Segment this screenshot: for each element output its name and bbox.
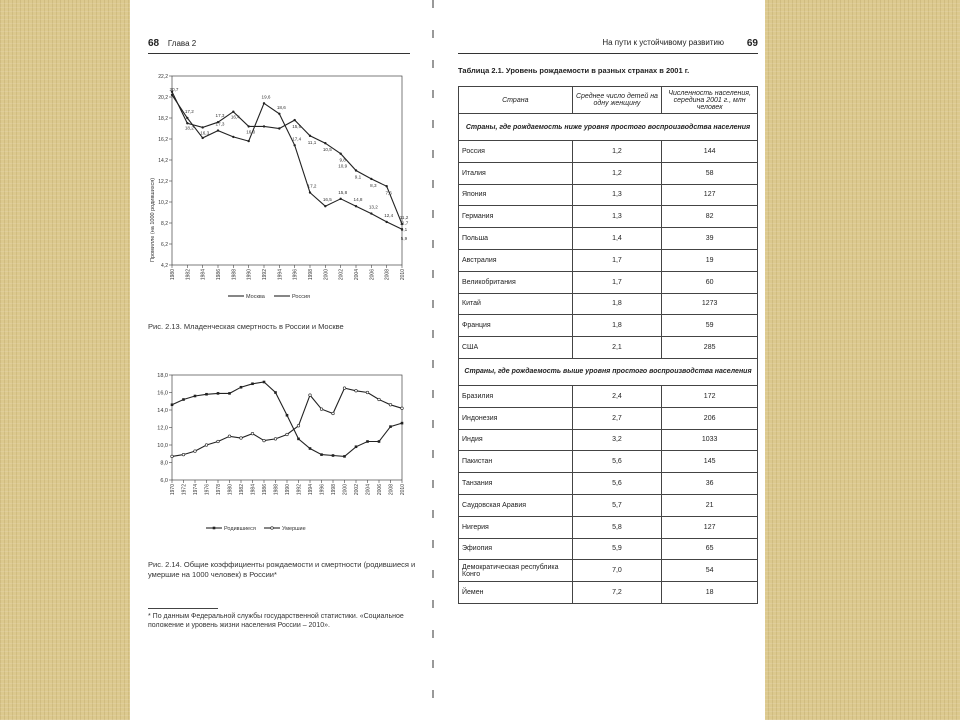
infant-mortality-chart (144, 70, 414, 310)
x-tick-label: 2006 (377, 484, 383, 496)
fig2-caption: Рис. 2.14. Общие коэффициенты рождаемости и смертности (родившиеся и умершие на 1000 человек) в России* (148, 560, 416, 579)
data-label: 17,2 (307, 183, 317, 189)
table-row (459, 141, 758, 163)
data-point (385, 221, 387, 223)
x-tick-label: 1970 (170, 484, 176, 496)
group-heading: Страны, где рождаемость ниже уровня простого воспроизводства населения (459, 114, 758, 141)
population-cell: 59 (662, 315, 758, 337)
data-point-births (378, 440, 381, 443)
data-point (263, 102, 265, 104)
fertility-table (458, 86, 758, 604)
data-point-deaths (286, 433, 289, 436)
y-tick-label: 10,0 (157, 443, 168, 449)
x-tick-label: 1994 (277, 269, 284, 281)
x-tick-label: 1974 (193, 484, 199, 496)
data-point-births (274, 391, 277, 394)
x-tick-label: 1992 (296, 484, 303, 496)
y-tick-label: 12,2 (158, 179, 168, 185)
population-cell: 127 (662, 184, 758, 206)
table-row (459, 494, 758, 516)
legend-marker-deaths (271, 527, 274, 530)
population-cell: 1273 (662, 293, 758, 315)
data-point-births (286, 414, 289, 417)
data-point (186, 122, 188, 124)
group-below-replacement (459, 114, 758, 141)
series-line-moscow (172, 95, 402, 229)
x-tick-label: 2002 (338, 269, 345, 281)
birth-death-chart (144, 370, 414, 545)
data-point-births (332, 454, 335, 457)
table-row (459, 228, 758, 250)
data-label: 18,2 (184, 125, 194, 131)
population-cell: 172 (662, 385, 758, 407)
legend-marker-births (213, 527, 216, 530)
plot-frame (172, 375, 402, 480)
population-cell: 82 (662, 206, 758, 228)
x-tick-label: 2004 (354, 269, 360, 281)
x-tick-label: 1990 (246, 269, 253, 281)
y-tick-label: 20,2 (158, 95, 168, 101)
population-cell: 145 (662, 451, 758, 473)
x-tick-label: 1988 (273, 484, 280, 496)
data-point-births (297, 438, 300, 441)
chapter-title: Глава 2 (167, 39, 197, 48)
data-label: 20,7 (169, 86, 179, 92)
book-gutter (432, 0, 434, 720)
table-row (459, 582, 758, 604)
data-point-deaths (217, 440, 220, 443)
x-tick-label: 2006 (369, 269, 376, 281)
data-point (309, 191, 311, 193)
footnote-rule (148, 608, 218, 609)
data-point-deaths (274, 438, 277, 441)
y-tick-label: 10,2 (158, 200, 168, 206)
data-point-deaths (297, 424, 300, 427)
y-tick-label: 8,0 (160, 460, 168, 467)
x-tick-label: 2010 (400, 484, 406, 496)
children-cell: 5,8 (572, 516, 662, 538)
population-cell: 1033 (662, 429, 758, 451)
table-header-row (459, 87, 758, 114)
y-tick-label: 14,2 (158, 158, 168, 164)
data-point (324, 205, 326, 207)
data-point-births (401, 422, 404, 425)
data-point (247, 125, 249, 127)
country-cell: Йемен (459, 582, 573, 604)
page-number-right: 69 (746, 38, 758, 49)
x-tick-label: 1986 (262, 484, 268, 496)
data-label: 13,2 (368, 204, 378, 210)
x-tick-label: 2008 (388, 484, 395, 496)
country-cell: Индия (459, 429, 573, 451)
data-point-births (320, 453, 323, 456)
population-cell: 39 (662, 228, 758, 250)
country-cell: Пакистан (459, 451, 573, 473)
x-tick-label: 2000 (323, 269, 330, 281)
data-point-births (217, 392, 220, 395)
data-label: 8,1 (400, 227, 408, 233)
data-point-births (355, 445, 358, 448)
data-label: 16,3 (200, 130, 210, 136)
y-tick-label: 4,2 (161, 263, 168, 269)
data-point-births (228, 392, 231, 395)
data-label: 8,3 (370, 182, 377, 188)
data-point (355, 205, 357, 207)
x-tick-label: 1984 (200, 269, 207, 281)
x-tick-label: 1996 (292, 269, 299, 281)
data-point (201, 126, 203, 128)
table-row (459, 429, 758, 451)
x-tick-label: 1984 (250, 484, 257, 496)
x-tick-label: 1980 (227, 484, 234, 496)
data-point-deaths (355, 389, 358, 392)
data-point-births (240, 386, 243, 389)
data-label: 10,9 (338, 163, 348, 169)
children-cell: 2,7 (572, 407, 662, 429)
right-page (458, 0, 758, 720)
y-tick-label: 8,2 (161, 221, 168, 227)
country-cell: Китай (459, 293, 573, 315)
y-tick-label: 12,0 (157, 425, 168, 432)
data-point (278, 127, 280, 129)
data-point-births (366, 440, 369, 443)
data-point-births (343, 455, 346, 458)
y-tick-label: 14,0 (157, 408, 168, 414)
x-tick-label: 1972 (181, 484, 188, 496)
data-label: 12,4 (384, 212, 394, 218)
data-point (186, 117, 188, 119)
data-label: 15,8 (338, 189, 348, 195)
children-cell: 1,8 (572, 315, 662, 337)
data-label: 18,6 (276, 104, 286, 110)
table-row (459, 473, 758, 495)
country-cell: Италия (459, 162, 573, 184)
legend-label-russia: Россия (292, 294, 311, 300)
data-label: 19,6 (261, 94, 271, 100)
children-cell: 1,7 (572, 271, 662, 293)
children-cell: 7,0 (572, 560, 662, 582)
data-point (263, 125, 265, 127)
data-point-births (171, 403, 174, 406)
left-page (130, 0, 430, 720)
data-point-births (309, 447, 312, 450)
population-cell: 58 (662, 162, 758, 184)
data-point-deaths (401, 407, 404, 410)
data-point-births (263, 381, 266, 384)
data-point (324, 142, 326, 144)
population-cell: 54 (662, 560, 758, 582)
data-point-deaths (171, 455, 174, 458)
data-point-deaths (309, 394, 312, 397)
data-point-deaths (194, 450, 197, 453)
children-cell: 5,6 (572, 451, 662, 473)
x-tick-label: 1980 (170, 269, 176, 281)
data-label: 16,4 (230, 114, 240, 120)
children-cell: 5,6 (572, 473, 662, 495)
children-cell: 1,3 (572, 184, 662, 206)
children-cell: 1,3 (572, 206, 662, 228)
data-point-births (389, 425, 392, 428)
table-row (459, 407, 758, 429)
data-label: 11,1 (307, 139, 317, 145)
country-cell: Индонезия (459, 407, 573, 429)
data-point-deaths (240, 437, 243, 440)
data-label: 17,2 (184, 109, 194, 114)
data-point-births (182, 398, 185, 401)
table-row (459, 184, 758, 206)
children-cell: 1,2 (572, 141, 662, 163)
population-cell: 21 (662, 494, 758, 516)
children-cell: 1,8 (572, 293, 662, 315)
data-point-deaths (389, 403, 392, 406)
population-cell: 144 (662, 141, 758, 163)
children-cell: 7,2 (572, 582, 662, 604)
data-label: 5,9 (400, 236, 408, 242)
y-tick-label: 16,2 (158, 137, 168, 143)
data-point-deaths (320, 408, 323, 411)
data-label: 9,8 (339, 157, 346, 163)
data-point (232, 111, 234, 113)
country-cell: Нигерия (459, 516, 573, 538)
table-title: Таблица 2.1. Уровень рождаемости в разных странах в 2001 г. (458, 66, 690, 75)
data-point (293, 144, 295, 146)
x-tick-label: 2002 (354, 484, 360, 496)
data-label: 7,6 (385, 190, 392, 196)
country-cell: Польша (459, 228, 573, 250)
data-point (309, 135, 311, 137)
country-cell: Танзания (459, 473, 573, 495)
data-label: 11,7 (399, 220, 409, 226)
data-point (385, 185, 387, 187)
fig1-ylabel: Промилле (на 1000 родившихся) (150, 177, 156, 263)
x-tick-label: 1988 (231, 269, 238, 281)
series-line-russia (172, 92, 402, 224)
x-tick-label: 2008 (384, 269, 391, 281)
population-cell: 65 (662, 538, 758, 560)
y-tick-label: 6,0 (160, 478, 168, 484)
y-tick-label: 6,2 (161, 242, 168, 248)
table-row (459, 249, 758, 271)
group-above-replacement (459, 358, 758, 385)
x-tick-label: 1982 (185, 269, 192, 281)
x-tick-label: 1978 (216, 484, 222, 496)
data-point (370, 212, 372, 214)
table-row (459, 315, 758, 337)
col-header-children: Среднее число детей на одну женщину (572, 87, 662, 114)
population-cell: 19 (662, 249, 758, 271)
data-point-deaths (263, 439, 266, 442)
y-tick-label: 16,0 (157, 390, 168, 397)
population-cell: 36 (662, 473, 758, 495)
page-number-left: 68 (148, 38, 160, 49)
data-label: 16,0 (246, 129, 256, 135)
data-point (370, 178, 372, 180)
data-point (339, 153, 341, 155)
x-tick-label: 1994 (308, 484, 314, 496)
data-point-deaths (366, 391, 369, 394)
fig1-caption: Рис. 2.13. Младенческая смертность в России и Москве (148, 322, 344, 331)
data-point (217, 129, 219, 131)
col-header-country: Страна (459, 87, 573, 114)
data-point-deaths (332, 412, 335, 415)
group-heading: Страны, где рождаемость выше уровня простого воспроизводства населения (459, 358, 758, 385)
x-tick-label: 2000 (342, 484, 349, 496)
children-cell: 1,4 (572, 228, 662, 250)
x-tick-label: 1998 (308, 269, 314, 281)
data-point-deaths (228, 435, 231, 438)
country-cell: Великобритания (459, 271, 573, 293)
children-cell: 2,4 (572, 385, 662, 407)
population-cell: 18 (662, 582, 758, 604)
data-label: 14,8 (353, 197, 363, 203)
footnote: * По данным Федеральной службы государственной статистики. «Социальное положение и уровень жизни населения России – 2010». (148, 613, 404, 629)
data-point (278, 113, 280, 115)
table-row (459, 271, 758, 293)
data-point (355, 169, 357, 171)
x-tick-label: 1990 (285, 484, 291, 496)
data-label: 17,3 (215, 121, 225, 127)
col-header-population: Численность населения, середина 2001 г., млн человек (662, 87, 758, 114)
data-point-births (251, 382, 254, 385)
data-label: 17,4 (292, 136, 302, 142)
country-cell: Бразилия (459, 385, 573, 407)
table-row (459, 451, 758, 473)
data-point (339, 198, 341, 200)
data-label: 15,6 (292, 124, 302, 130)
y-tick-label: 18,0 (157, 373, 168, 379)
data-label: 11,2 (399, 215, 409, 221)
country-cell: США (459, 337, 573, 359)
data-point-deaths (343, 387, 346, 390)
children-cell: 5,9 (572, 538, 662, 560)
legend-label-deaths: Умершие (282, 526, 306, 532)
children-cell: 1,2 (572, 162, 662, 184)
country-cell: Австралия (459, 249, 573, 271)
table-row (459, 516, 758, 538)
data-point-deaths (251, 432, 254, 435)
data-point (232, 136, 234, 138)
legend-label-moscow: Москва (246, 294, 265, 300)
children-cell: 1,7 (572, 249, 662, 271)
table-row (459, 538, 758, 560)
children-cell: 2,1 (572, 337, 662, 359)
country-cell: Эфиопия (459, 538, 573, 560)
x-tick-label: 1976 (204, 484, 211, 496)
x-tick-label: 2004 (365, 484, 372, 496)
country-cell: Германия (459, 206, 573, 228)
table-row (459, 162, 758, 184)
data-point-deaths (378, 398, 381, 401)
x-tick-label: 1996 (319, 484, 326, 496)
legend-label-births: Родившиеся (224, 526, 256, 532)
country-cell: Демократическая республика Конго (459, 560, 573, 582)
table-row (459, 206, 758, 228)
data-point-deaths (182, 453, 185, 456)
x-tick-label: 1998 (331, 484, 337, 496)
data-label: 16,5 (322, 197, 332, 203)
country-cell: Япония (459, 184, 573, 206)
data-point-deaths (205, 444, 208, 447)
table-row (459, 560, 758, 582)
country-cell: Саудовская Аравия (459, 494, 573, 516)
data-label: 17,3 (215, 113, 225, 119)
data-point-births (194, 395, 197, 398)
table-row (459, 385, 758, 407)
data-point (293, 119, 295, 121)
population-cell: 60 (662, 271, 758, 293)
data-point (201, 137, 203, 139)
country-cell: Россия (459, 141, 573, 163)
book-spread (130, 0, 765, 720)
left-page-header (148, 38, 196, 49)
x-tick-label: 1986 (216, 269, 222, 281)
children-cell: 5,7 (572, 494, 662, 516)
table-row (459, 337, 758, 359)
population-cell: 285 (662, 337, 758, 359)
x-tick-label: 1982 (239, 484, 245, 496)
table-row (459, 293, 758, 315)
x-tick-label: 1992 (262, 269, 268, 281)
running-header: На пути к устойчивому развитию (602, 38, 724, 47)
country-cell: Франция (459, 315, 573, 337)
y-tick-label: 18,2 (158, 116, 168, 122)
data-point-births (205, 393, 208, 396)
population-cell: 127 (662, 516, 758, 538)
data-label: 10,5 (322, 147, 332, 153)
data-label: 9,1 (354, 174, 362, 180)
y-tick-label: 22,2 (158, 74, 168, 80)
population-cell: 206 (662, 407, 758, 429)
x-tick-label: 2010 (400, 269, 406, 281)
plot-frame (169, 76, 402, 265)
data-point (247, 140, 249, 142)
children-cell: 3,2 (572, 429, 662, 451)
